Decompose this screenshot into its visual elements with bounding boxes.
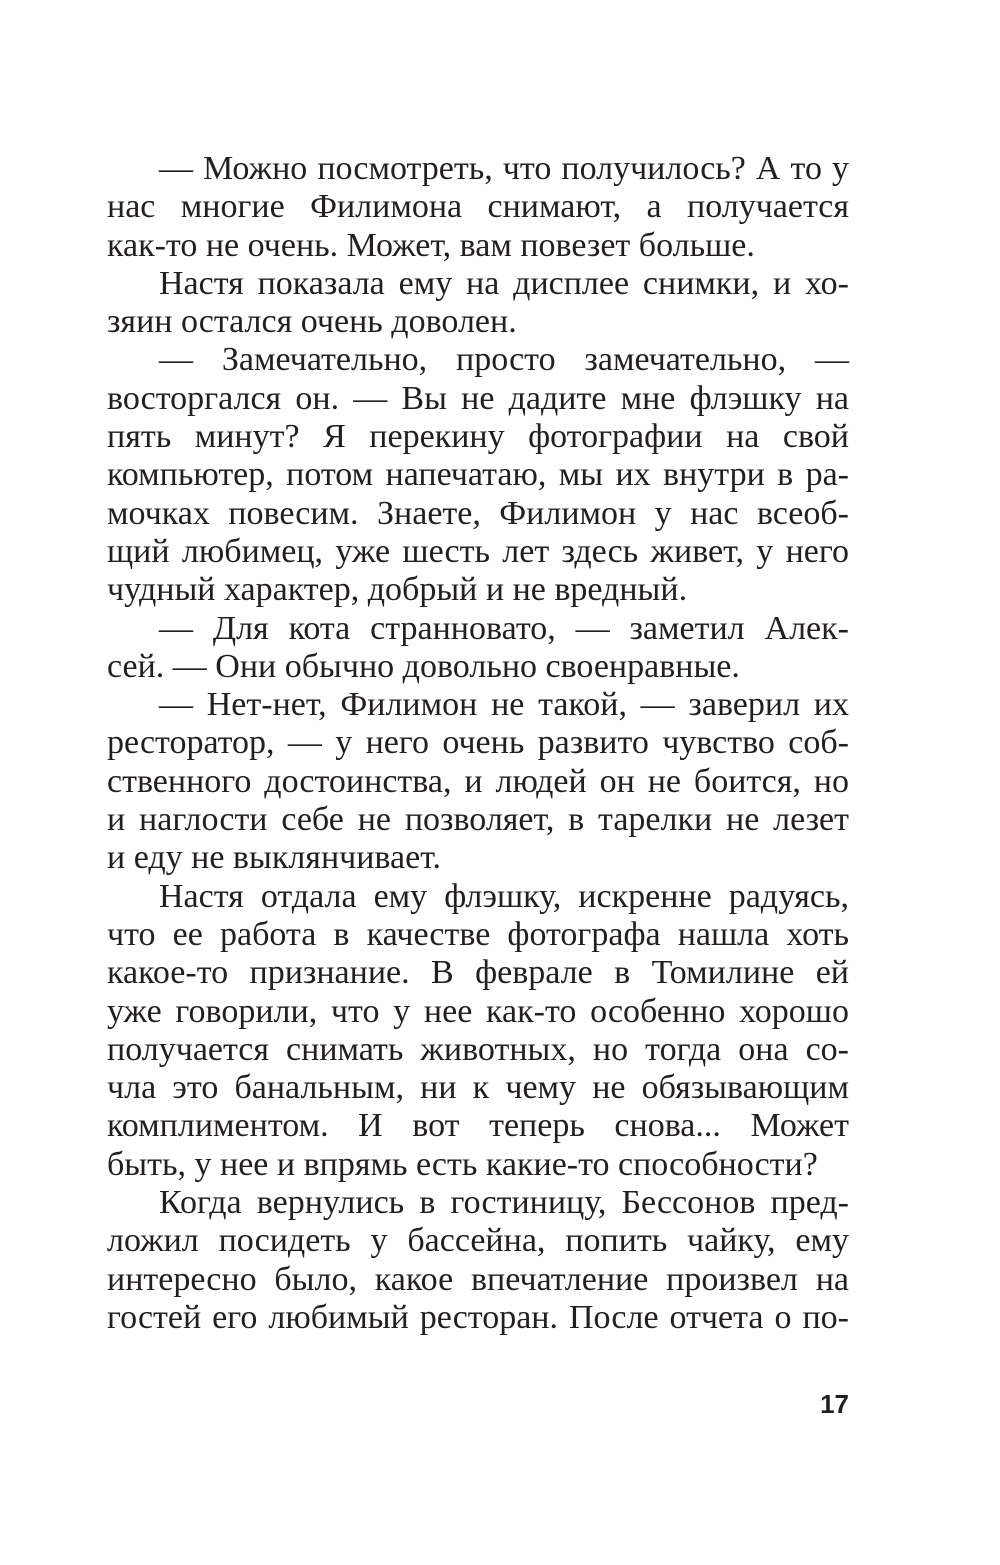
text-line: гостей его любимый ресторан. После отчета о по- [107,1298,849,1336]
text-line: зяин остался очень доволен. [107,303,517,341]
text-line: — Замечательно, просто замечательно, — [159,341,849,379]
text-line: получается снимать животных, но тогда она со- [107,1030,849,1068]
text-line: комплиментом. И вот теперь снова... Может [107,1107,849,1145]
text-line: сей. — Они обычно довольно своенравные. [107,647,740,685]
text-line: что ее работа в качестве фотографа нашла хоть [107,915,849,953]
text-line: Настя показала ему на дисплее снимки, и хо- [159,264,849,302]
text-line: ственного достоинства, и людей он не боится, но [107,762,849,800]
text-line: быть, у нее и впрямь есть какие-то способности? [107,1145,818,1183]
body-text [107,150,849,1337]
text-line: восторгался он. — Вы не дадите мне флэшку на [107,379,849,417]
text-line: и еду не выклянчивает. [107,839,442,877]
text-line: мочках повесим. Знаете, Филимон у нас всеоб- [107,494,849,532]
text-line: чла это банальным, ни к чему не обязывающим [107,1069,849,1107]
text-line: ложил посидеть у бассейна, попить чайку, ему [107,1222,849,1260]
text-line: какое-то признание. В феврале в Томилине ей [107,954,849,992]
text-line: — Для кота странновато, — заметил Алек- [159,609,849,647]
page-number: 17 [820,1389,849,1419]
text-line: ресторатор, — у него очень развито чувство соб- [107,724,849,762]
text-line: и наглости себе не позволяет, в тарелки не лезет [107,801,849,839]
text-line: компьютер, потом напечатаю, мы их внутри в ра- [107,456,849,494]
text-line: — Нет-нет, Филимон не такой, — заверил их [159,686,849,724]
text-line: нас многие Филимона снимают, а получается [107,188,849,226]
text-line: чудный характер, добрый и не вредный. [107,571,688,609]
text-line: Когда вернулись в гостиницу, Бессонов пред- [159,1184,849,1222]
text-line: пять минут? Я перекину фотографии на свой [107,418,849,456]
text-line: интересно было, какое впечатление произвел на [107,1260,849,1298]
text-line: — Можно посмотреть, что получилось? А то у [159,150,849,187]
text-line: Настя отдала ему флэшку, искренне радуясь, [159,877,849,915]
text-line: как-то не очень. Может, вам повезет больше. [107,226,755,264]
text-line: щий любимец, уже шесть лет здесь живет, у него [107,532,849,570]
text-line: уже говорили, что у нее как-то особенно хорошо [107,992,849,1030]
